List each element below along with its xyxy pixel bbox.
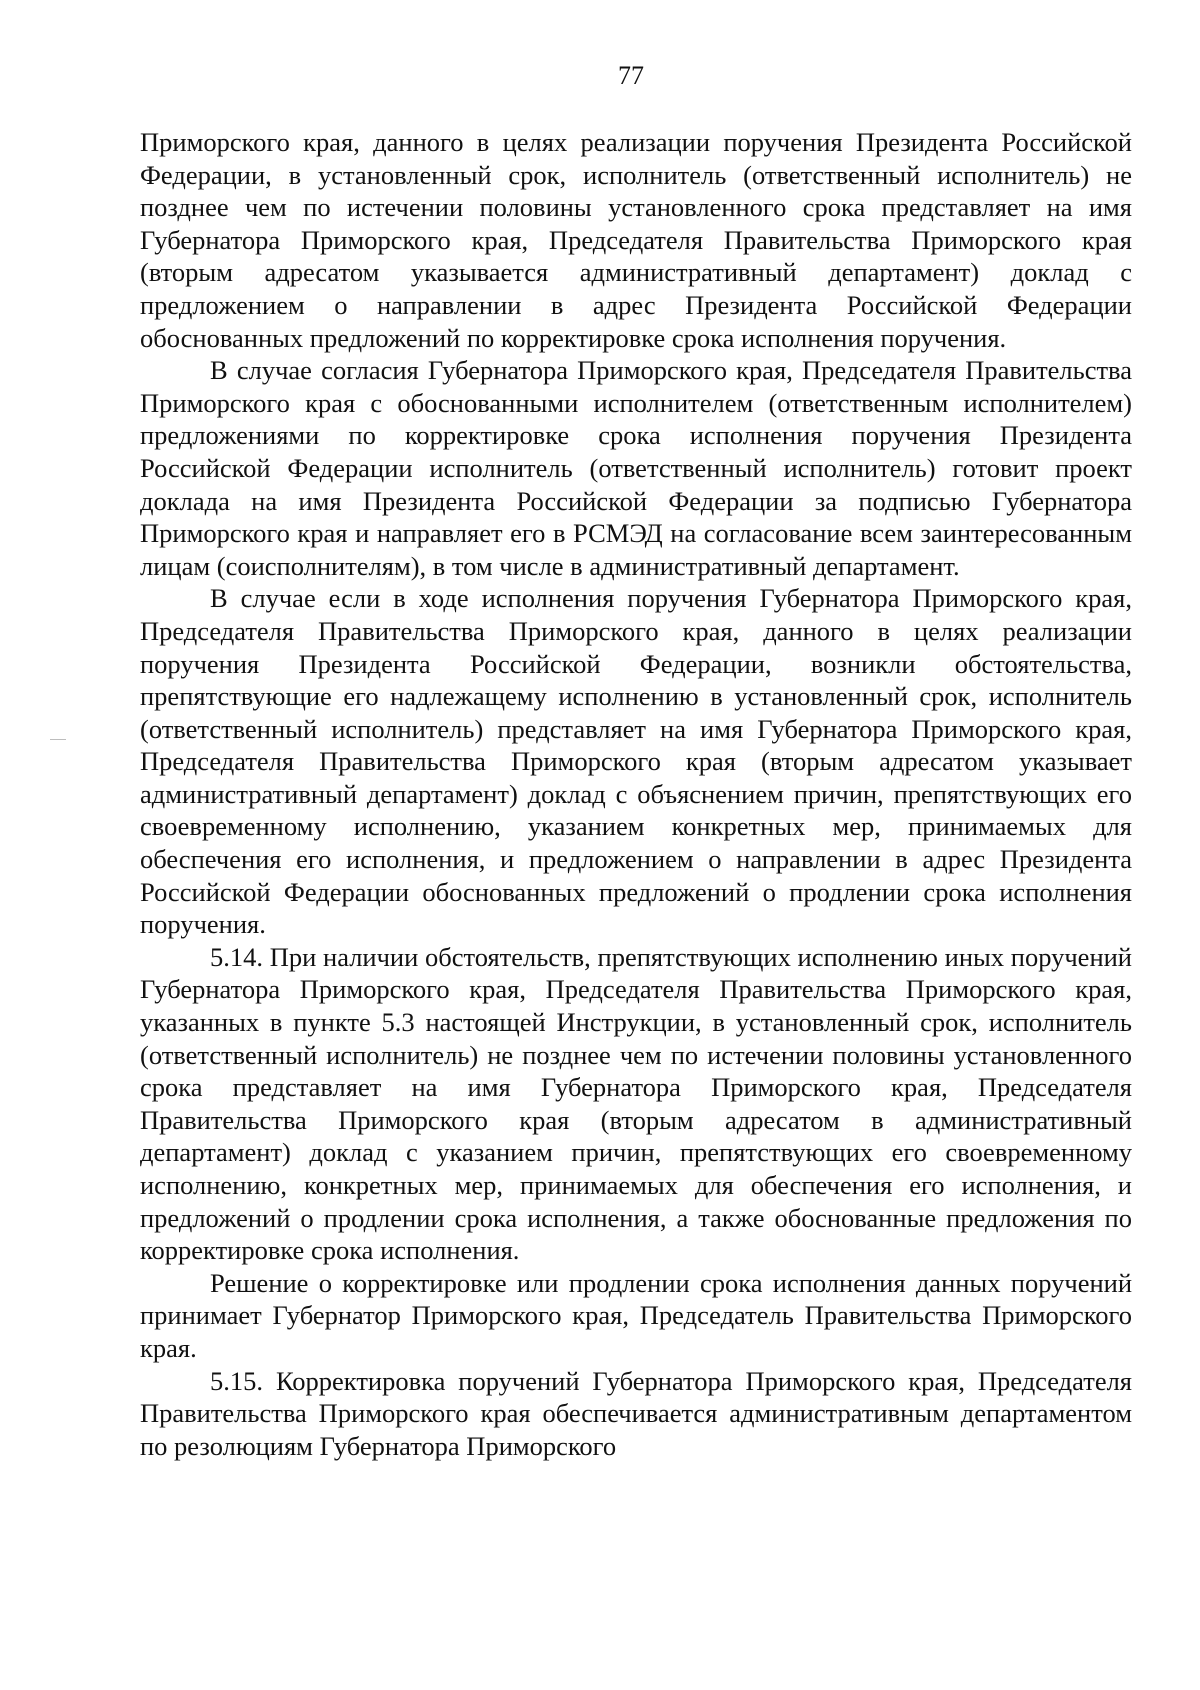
document-body [140,126,1132,1462]
paragraph-clause-5-15: 5.15. Корректировка поручений Губернатора Приморского края, Председателя Правительства Приморского края обеспечивается административным департаментом по резолюциям Губернатора Приморского [140,1365,1132,1461]
paragraph-continuation: Приморского края, данного в целях реализации поручения Президента Российской Федерации, в установленный срок, исполнитель (ответственный исполнитель) не позднее чем по истечении половины установленного срока представляет на имя Губернатора Приморского края, Председателя Правительства Приморского края (вторым адресатом указывается административный департамент) доклад с предложением о направлении в адрес Президента Российской Федерации обоснованных предложений по корректировке срока исполнения поручения. [140,127,1132,353]
paragraph: Решение о корректировке или продлении срока исполнения данных поручений принимает Губернатор Приморского края, Председатель Правительства Приморского края. [140,1267,1132,1363]
paragraph-clause-5-14: 5.14. При наличии обстоятельств, препятствующих исполнению иных поручений Губернатора Приморского края, Председателя Правительства Приморского края, указанных в пункте 5.3 настоящей Инструкции, в установленный срок, исполнитель (ответственный исполнитель) не позднее чем по истечении половины установленного срока представляет на имя Губернатора Приморского края, Председателя Правительства Приморского края (вторым адресатом в административный департамент) доклад с указанием причин, препятствующих его своевременному исполнению, конкретных мер, принимаемых для обеспечения его исполнения, и предложений о продлении срока исполнения, а также обоснованные предложения по корректировке срока исполнения. [140,941,1132,1266]
page-number: 77 [618,61,644,90]
scan-artifact-mark [50,739,66,740]
paragraph: В случае согласия Губернатора Приморского края, Председателя Правительства Приморского края с обоснованными исполнителем (ответственным исполнителем) предложениями по корректировке срока исполнения поручения Президента Российской Федерации исполнитель (ответственный исполнитель) готовит проект доклада на имя Президента Российской Федерации за подписью Губернатора Приморского края и направляет его в РСМЭД на согласование всем заинтересованным лицам (соисполнителям), в том числе в административный департамент. [140,355,1132,581]
paragraph: В случае если в ходе исполнения поручения Губернатора Приморского края, Председателя Правительства Приморского края, данного в целях реализации поручения Президента Российской Федерации, возникли обстоятельства, препятствующие его надлежащему исполнению в установленный срок, исполнитель (ответственный исполнитель) представляет на имя Губернатора Приморского края, Председателя Правительства Приморского края (вторым адресатом указывает административный департамент) доклад с объяснением причин, препятствующих его своевременному исполнению, указанием конкретных мер, принимаемых для обеспечения его исполнения, и предложением о направлении в адрес Президента Российской Федерации обоснованных предложений о продлении срока исполнения поручения. [140,583,1132,940]
